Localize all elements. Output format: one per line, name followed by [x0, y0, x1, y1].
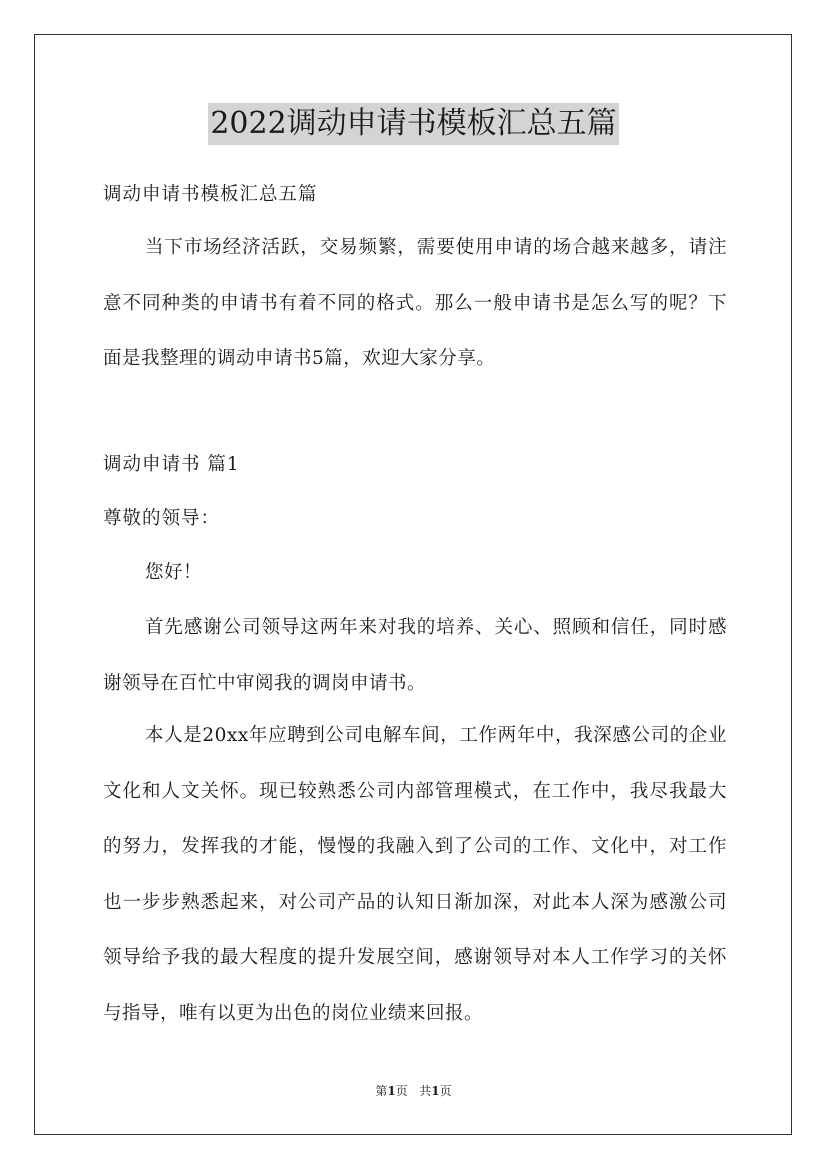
- page-footer: [0, 1083, 827, 1099]
- greeting: 您好！: [145, 562, 203, 583]
- intro-paragraph: 当下市场经济活跃，交易频繁，需要使用申请的场合越来越多，请注意不同种类的申请书有着不同的格式。那么一般申请书是怎么写的呢？下面是我整理的调动申请书5篇，欢迎大家分享。: [103, 237, 727, 369]
- body-paragraph-2: 本人是20xx年应聘到公司电解车间，工作两年中，我深感公司的企业文化和人文关怀。现已较熟悉公司内部管理模式，在工作中，我尽我最大的努力，发挥我的才能，慢慢的我融入到了公司的工作、文化中，对工作也一步步熟悉起来，对公司产品的认知日渐加深，对此本人深为感激公司领导给予我的最大程度的提升发展空间，感谢领导对本人工作学习的关怀与指导，唯有以更为出色的岗位业绩来回报。: [103, 725, 727, 1024]
- body-paragraph-1: 首先感谢公司领导这两年来对我的培养、关心、照顾和信任，同时感谢领导在百忙中审阅我的调岗申请书。: [103, 617, 727, 694]
- document-subtitle: 调动申请书模板汇总五篇: [103, 184, 318, 205]
- title-container: [0, 103, 827, 145]
- footer-current-page: 1: [387, 1084, 396, 1098]
- salutation: 尊敬的领导：: [103, 508, 221, 529]
- document-title: 2022调动申请书模板汇总五篇: [208, 103, 618, 145]
- footer-prefix: 第: [375, 1084, 388, 1098]
- footer-suffix: 页: [439, 1084, 452, 1098]
- footer-middle: 页 共: [395, 1084, 432, 1098]
- footer-total-pages: 1: [431, 1084, 440, 1098]
- section-heading: 调动申请书 篇1: [103, 454, 240, 475]
